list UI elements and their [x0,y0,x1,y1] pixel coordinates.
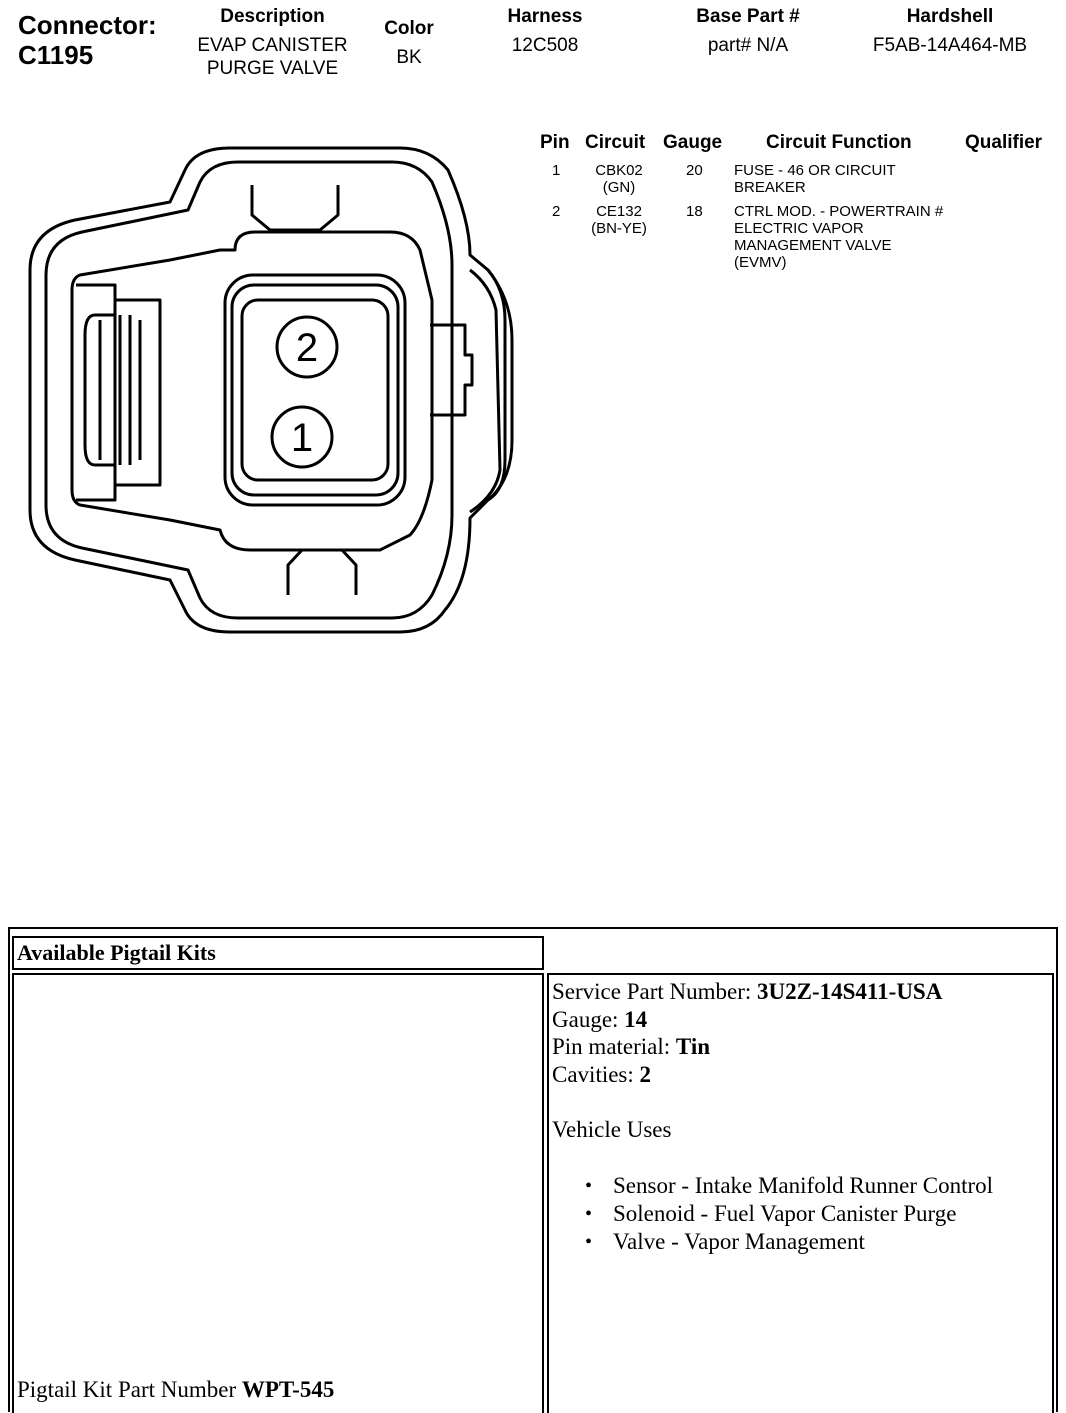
color-column [370,18,448,69]
list-item: • Sensor - Intake Manifold Runner Control [585,1172,993,1200]
row-2-circuit-color: (BN-YE) [591,220,647,237]
col-header-qualifier: Qualifier [965,132,1043,153]
row-2-function-line-1: CTRL MOD. - POWERTRAIN # [734,203,944,220]
pigtail-image-cell [12,973,544,1413]
cavities-label: Cavities: [552,1062,640,1087]
pigtail-kit-number-line [17,1376,334,1404]
gauge-line [552,1006,647,1034]
description-line-2: PURGE VALVE [206,58,339,79]
pin-2-label: 2 [295,326,319,370]
pin-material-value: Tin [675,1034,711,1059]
pin-material-label: Pin material: [552,1034,676,1059]
top-key [252,185,338,230]
hardshell-label: Hardshell [906,6,994,27]
description-column [180,6,365,80]
left-tab [76,285,115,500]
row-1-gauge: 20 [686,162,703,179]
row-2-gauge: 18 [686,203,703,220]
row-1-function-line-1: FUSE - 46 OR CIRCUIT [734,162,896,179]
connector-header [18,10,157,70]
cavity-outer [225,275,405,505]
row-2-circuit [580,203,658,237]
vehicle-uses-label: Vehicle Uses [552,1117,672,1142]
col-header-gauge: Gauge [663,132,723,153]
cavities-value: 2 [639,1062,652,1087]
base-part-column [668,6,828,57]
row-1-circuit [580,162,658,196]
service-part-label: Service Part Number: [552,979,758,1004]
description-line-1: EVAP CANISTER [197,35,348,56]
service-part-line [552,978,942,1006]
housing-outline [30,148,512,632]
pigtail-title: Available Pigtail Kits [17,940,216,965]
row-2-pin: 2 [552,203,561,220]
col-header-function: Circuit Function [766,132,912,153]
connector-face-diagram [20,140,520,640]
base-part-value: part# N/A [707,35,789,56]
row-1-function-line-2: BREAKER [734,179,806,196]
row-1-pin: 1 [552,162,561,179]
description-label: Description [220,6,325,27]
vehicle-uses-list [585,1172,993,1256]
base-part-label: Base Part # [696,6,800,27]
row-2-function-line-4: (EVMV) [734,254,787,271]
pin-material-line [552,1033,710,1061]
row-2-circuit-id: CE132 [596,203,642,220]
harness-label: Harness [507,6,583,27]
color-label: Color [384,18,434,39]
col-header-pin: Pin [540,132,570,153]
row-1-circuit-color: (GN) [602,179,636,196]
cavities-line [552,1061,651,1089]
gauge-label: Gauge: [552,1007,625,1032]
pigtail-kit-label: Pigtail Kit Part Number [17,1377,242,1402]
latch-ramp [470,270,500,512]
row-2-function [734,203,943,271]
pin-1-label: 1 [290,416,314,460]
pigtail-kit-number: WPT-545 [241,1377,335,1402]
row-2-function-line-3: MANAGEMENT VALVE [734,237,892,254]
harness-value: 12C508 [511,35,579,56]
harness-column [475,6,615,57]
service-part-value: 3U2Z-14S411-USA [757,979,943,1004]
gauge-value: 14 [624,1007,648,1032]
list-item: • Solenoid - Fuel Vapor Canister Purge [585,1200,993,1228]
row-2-function-line-2: ELECTRIC VAPOR [734,220,864,237]
list-item: • Valve - Vapor Management [585,1228,993,1256]
connector-label: Connector: [18,10,157,40]
color-value: BK [396,47,422,68]
hardshell-value: F5AB-14A464-MB [872,35,1028,56]
bottom-key [288,550,356,595]
row-1-circuit-id: CBK02 [595,162,643,179]
row-1-function [734,162,896,196]
col-header-circuit: Circuit [585,132,646,153]
left-tab-inner [115,300,160,485]
hardshell-column [855,6,1045,57]
connector-id: C1195 [18,40,94,70]
inner-frame [72,232,432,550]
